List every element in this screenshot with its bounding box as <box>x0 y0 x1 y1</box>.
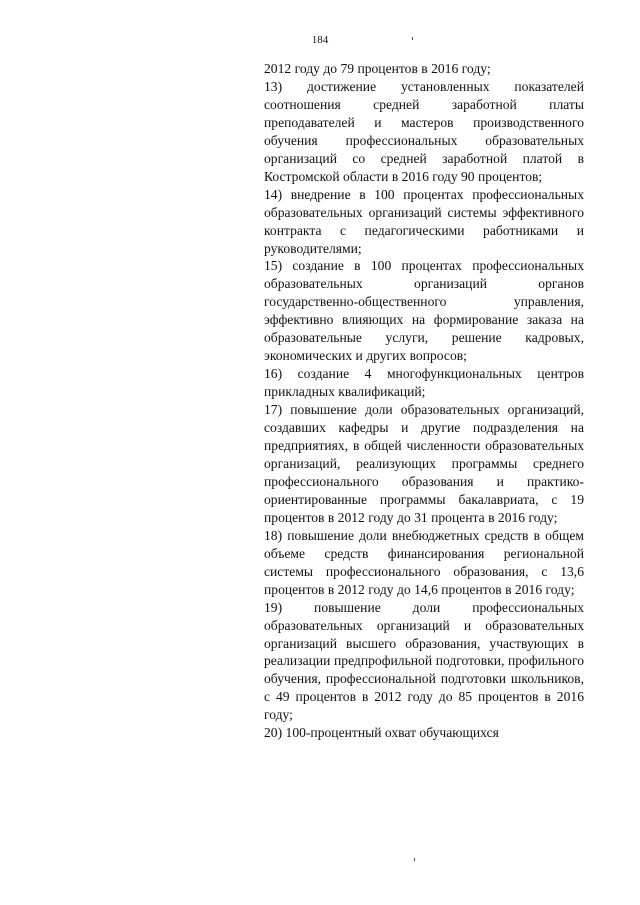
list-item-16: 16) создание 4 многофункциональных центров прикладных квалификаций; <box>264 366 584 400</box>
scan-speck-bottom <box>414 858 415 861</box>
list-item-19: 19) повышение доли профессиональных образовательных организаций и образовательных организаций высшего образования, участвующих в реализации предпрофильной подготовки, профильного обучения, профессиональной подготовки школьников, с 49 процентов в 2012 году до 85 процентов в 2016 году; <box>264 599 584 723</box>
list-item-20: 20) 100-процентный охват обучающихся <box>264 725 499 741</box>
list-item-18: 18) повышение доли внебюджетных средств в общем объеме средств финансирования региональной системы профессионального образования, с 13,6 процентов в 2012 году до 14,6 процентов в 2016 году; <box>264 527 584 597</box>
document-body <box>264 60 584 742</box>
page-number: 184 <box>311 34 329 46</box>
list-item-17: 17) повышение доли образовательных организаций, создавших кафедры и другие подразделения на предприятиях, в общей численности образовательных организаций, реализующих программы среднего профессионального образования и практико-ориентированные программы бакалавриата, с 19 процентов в 2012 году до 31 процента в 2016 году; <box>264 402 584 525</box>
list-item-15: 15) создание в 100 процентах профессиональных образовательных организаций органов государственно-общественного управления, эффективно влияющих на формирование заказа на образовательные услуги, решение кадровых, экономических и других вопросов; <box>264 258 584 364</box>
scan-speck-top <box>412 37 413 40</box>
list-item-14: 14) внедрение в 100 процентах профессиональных образовательных организаций системы эффективного контракта с педагогическими работниками и руководителями; <box>264 186 584 256</box>
paragraph-continuation: 2012 году до 79 процентов в 2016 году; <box>264 61 491 76</box>
list-item-13: 13) достижение установленных показателей соотношения средней заработной платы преподавателей и мастеров производственного обучения профессиональных образовательных организаций со средней заработной платой в Костромской области в 2016 году 90 процентов; <box>264 78 584 184</box>
